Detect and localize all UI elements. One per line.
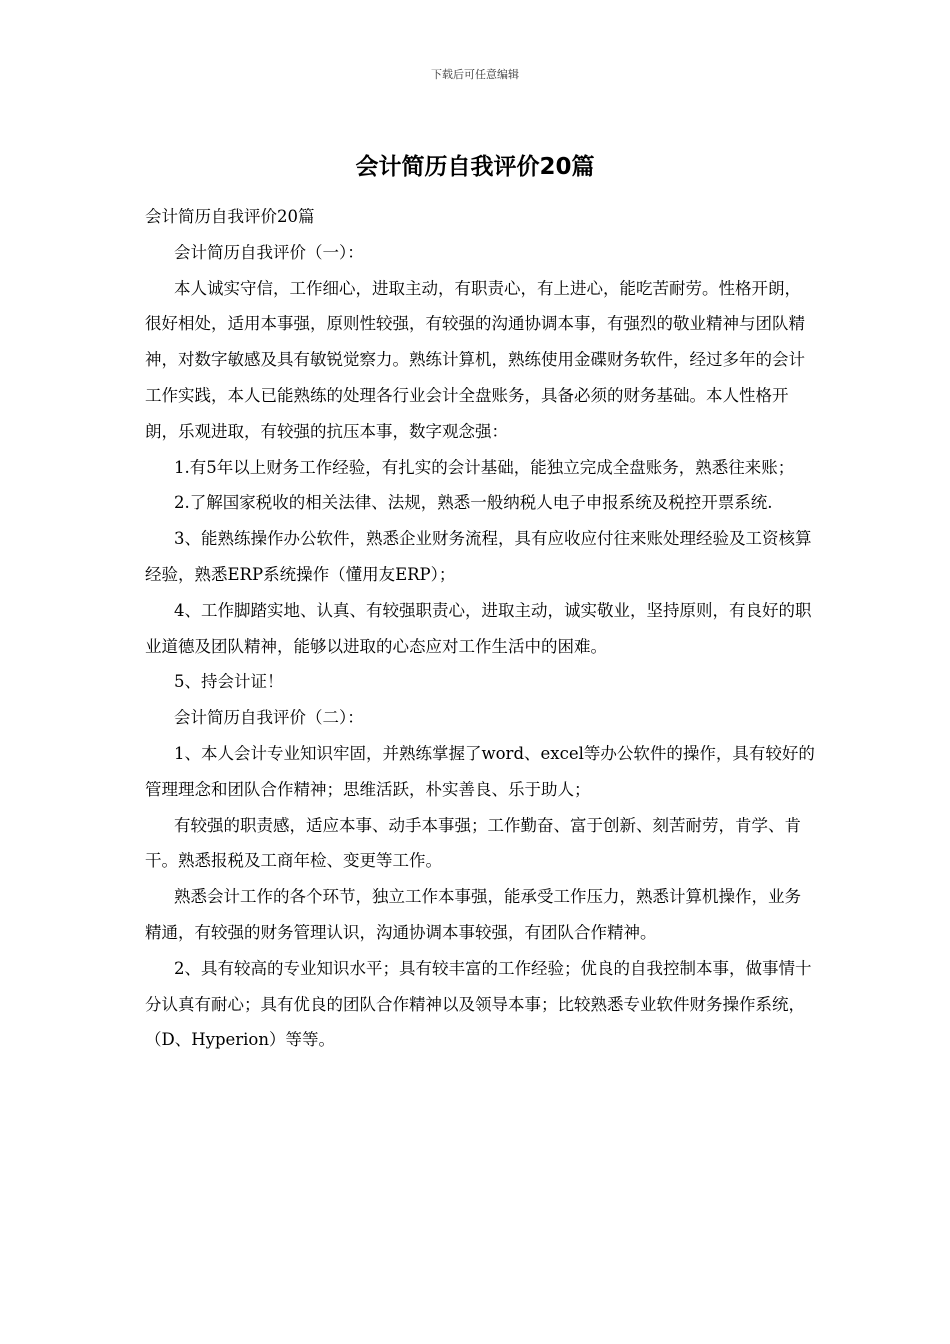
body-paragraph: 3、能熟练操作办公软件，熟悉企业财务流程，具有应收应付往来账处理经验及工资核算经验，熟悉ERP系统操作（懂用友ERP）；: [145, 529, 812, 584]
document-title: 会计简历自我评价20篇: [355, 154, 595, 180]
body-paragraph: 有较强的职责感，适应本事、动手本事强；工作勤奋、富于创新、刻苦耐劳，肯学、肯干。熟悉报税及工商年检、变更等工作。: [145, 815, 801, 871]
body-paragraph: 会计简历自我评价（二）：: [174, 708, 364, 728]
body-paragraph: 会计简历自我评价20篇: [145, 207, 315, 226]
body-paragraph: 1.有5年以上财务工作经验，有扎实的会计基础，能独立完成全盘账务，熟悉往来账；: [174, 457, 795, 477]
document-body: [145, 199, 817, 1058]
body-paragraph: 本人诚实守信，工作细心，进取主动，有职责心，有上进心，能吃苦耐劳。性格开朗，很好相处，适用本事强，原则性较强，有较强的沟通协调本事，有强烈的敬业精神与团队精神，对数字敏感及具有敏锐觉察力。熟练计算机，熟练使用金碟财务软件，经过多年的会计工作实践，本人已能熟练的处理各行业会计全盘账务，具备必须的财务基础。本人性格开朗，乐观进取，有较强的抗压本事，数字观念强：: [145, 278, 805, 441]
body-paragraph: 熟悉会计工作的各个环节，独立工作本事强，能承受工作压力，熟悉计算机操作，业务精通，有较强的财务管理认识，沟通协调本事较强，有团队合作精神。: [145, 887, 801, 942]
body-paragraph: 5、持会计证！: [174, 672, 284, 692]
body-paragraph: 2、具有较高的专业知识水平；具有较丰富的工作经验；优良的自我控制本事，做事情十分认真有耐心；具有优良的团队合作精神以及领导本事；比较熟悉专业软件财务操作系统，（D、Hyperion）等等。: [145, 958, 812, 1050]
body-paragraph: 1、本人会计专业知识牢固，并熟练掌握了word、excel等办公软件的操作，具有较好的管理理念和团队合作精神；思维活跃，朴实善良、乐于助人；: [145, 743, 815, 799]
body-paragraph: 4、工作脚踏实地、认真、有较强职责心，进取主动，诚实敬业，坚持原则，有良好的职业道德及团队精神，能够以进取的心态应对工作生活中的困难。: [145, 600, 812, 656]
body-paragraph: 会计简历自我评价（一）：: [174, 242, 364, 262]
header-note: 下载后可任意编辑: [431, 68, 519, 81]
body-paragraph: 2.了解国家税收的相关法律、法规，熟悉一般纳税人电子申报系统及税控开票系统.: [174, 493, 773, 513]
